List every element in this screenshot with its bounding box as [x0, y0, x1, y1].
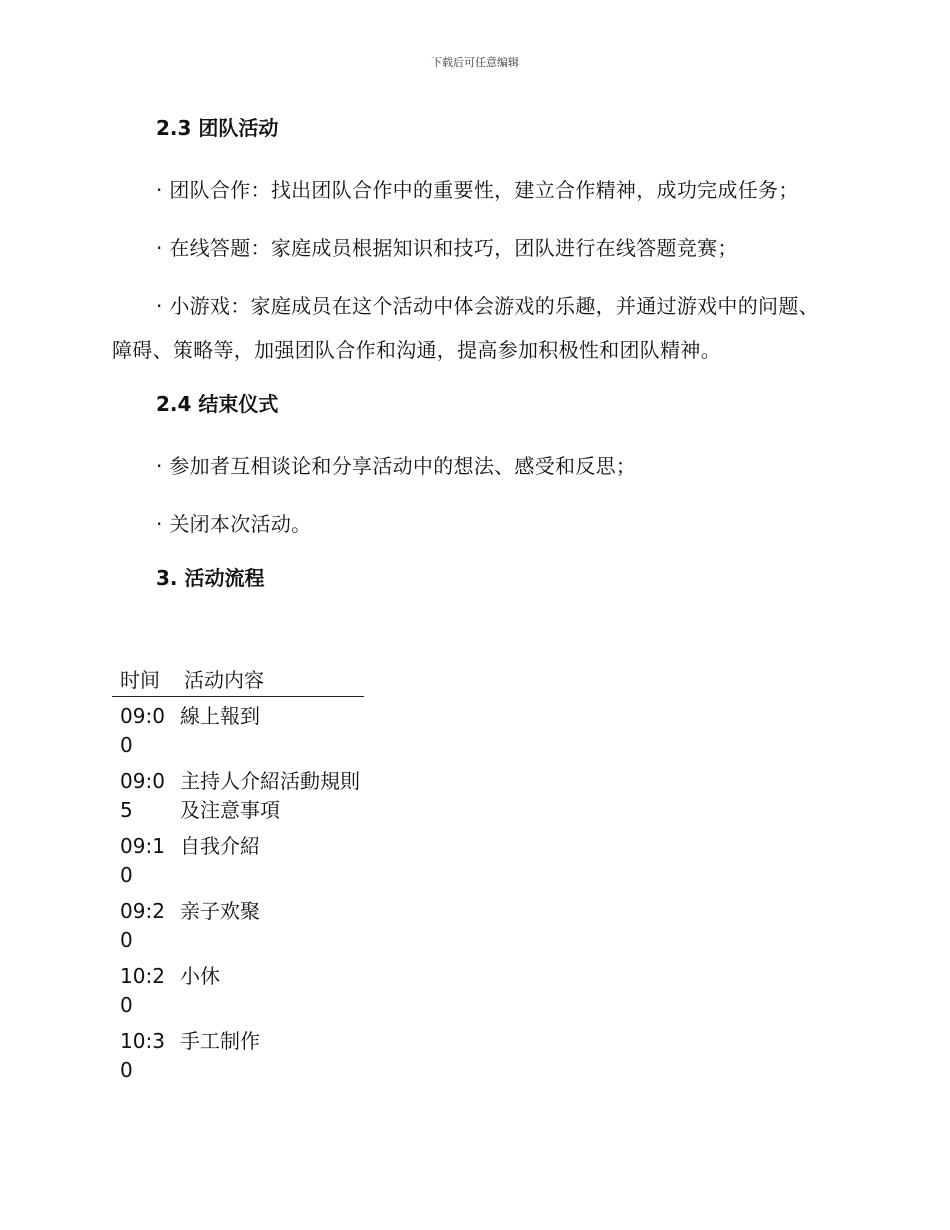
row-time: 09:05 — [120, 769, 165, 822]
row-activity: 小休 — [180, 964, 220, 988]
row-activity: 主持人介紹活動規則及注意事項 — [180, 769, 360, 822]
table-row — [112, 697, 364, 762]
column-header-time: 时间 — [120, 668, 160, 692]
schedule-header-row — [112, 664, 364, 697]
section-heading-3: 3. 活动流程 — [156, 566, 265, 590]
table-row — [112, 957, 364, 1022]
row-time: 10:30 — [120, 1029, 165, 1082]
table-row — [112, 762, 364, 827]
row-time: 09:10 — [120, 834, 165, 887]
paragraph-sharing: · 参加者互相谈论和分享活动中的想法、感受和反思； — [156, 454, 637, 478]
column-header-activity: 活动内容 — [184, 668, 264, 692]
row-time: 09:20 — [120, 899, 165, 952]
page-header: 下载后可任意编辑 — [431, 56, 519, 69]
paragraph-online-quiz: · 在线答题：家庭成员根据知识和技巧，团队进行在线答题竞赛； — [156, 236, 738, 260]
row-time: 09:00 — [120, 704, 165, 757]
schedule-table — [112, 664, 364, 1087]
row-activity: 線上報到 — [180, 704, 260, 728]
row-activity: 自我介紹 — [180, 834, 260, 858]
row-time: 10:20 — [120, 964, 165, 1017]
paragraph-closing: · 关闭本次活动。 — [156, 512, 312, 536]
paragraph-teamwork: · 团队合作：找出团队合作中的重要性，建立合作精神，成功完成任务； — [156, 178, 799, 202]
row-activity: 手工制作 — [180, 1029, 260, 1053]
paragraph-mini-games: · 小游戏：家庭成员在这个活动中体会游戏的乐趣，并通过游戏中的问题、障碍、策略等，加强团队合作和沟通，提高参加积极性和团队精神。 — [112, 294, 819, 362]
table-row — [112, 1022, 364, 1087]
section-heading-2-3: 2.3 团队活动 — [156, 116, 279, 140]
table-row — [112, 827, 364, 892]
row-activity: 亲子欢聚 — [180, 899, 260, 923]
section-heading-2-4: 2.4 结束仪式 — [156, 392, 279, 416]
table-row — [112, 892, 364, 957]
document-body — [112, 110, 827, 618]
